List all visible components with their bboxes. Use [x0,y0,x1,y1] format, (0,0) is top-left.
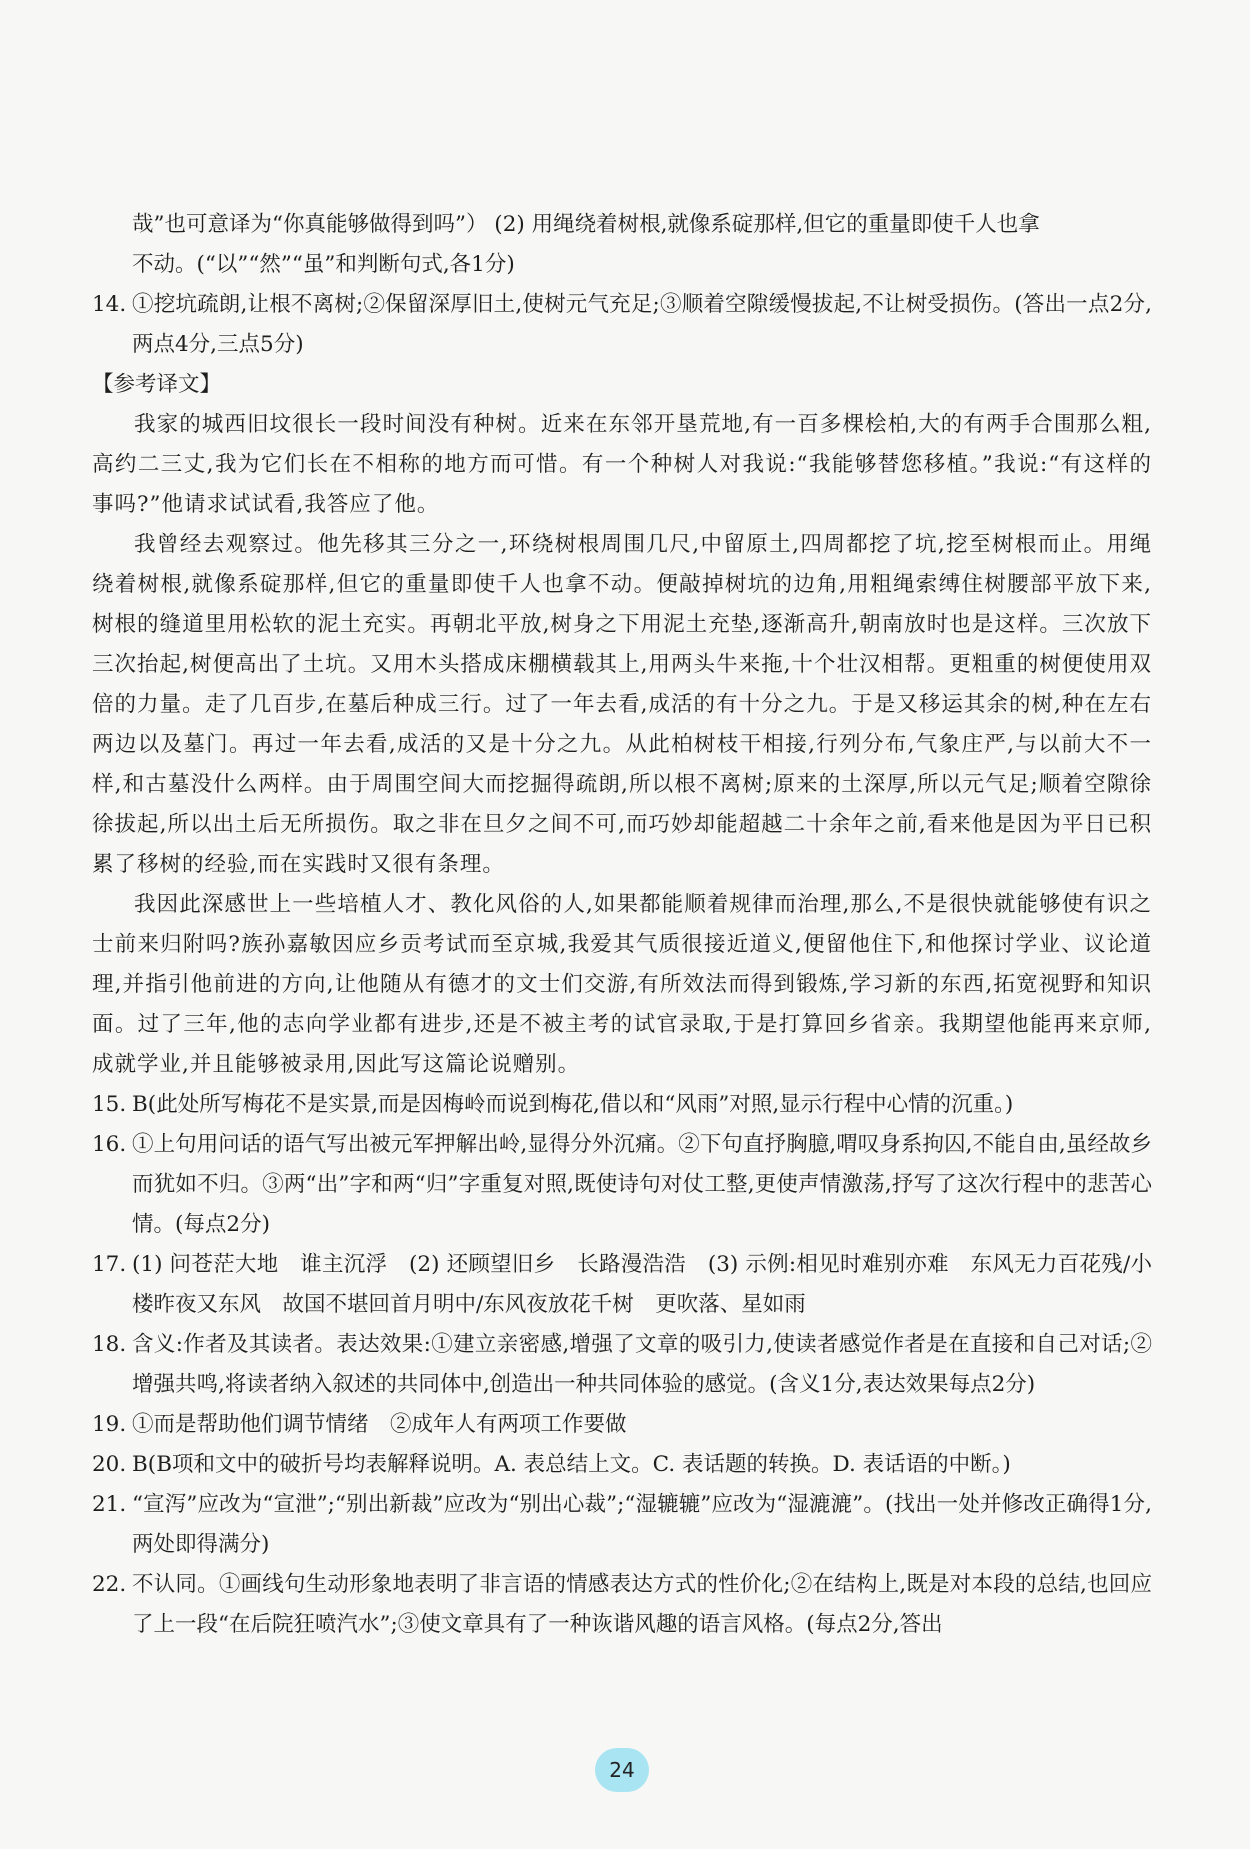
answer-content [92,205,1152,1645]
item-text: 不认同。①画线句生动形象地表明了非言语的情感表达方式的性价化;②在结构上,既是对本段的总结,也回应了上一段“在后院狂喷汽水”;③使文章具有了一种诙谐风趣的语言风格。(每点2分,答出 [132,1572,1152,1637]
answer-item-16 [92,1125,1152,1245]
translation-paragraph-3: 我因此深感世上一些培植人才、教化风俗的人,如果都能顺着规律而治理,那么,不是很快就能够使有识之士前来归附吗?族孙嘉敏因应乡贡考试而至京城,我爱其气质很接近道义,便留他住下,和他探讨学业、议论道理,并指引他前进的方向,让他随从有德才的文士们交游,有所效法而得到锻炼,学习新的东西,拓宽视野和知识面。过了三年,他的志向学业都有进步,还是不被主考的试官录取,于是打算回乡省亲。我期望他能再来京师,成就学业,并且能够被录用,因此写这篇论说赠别。 [92,892,1152,1077]
q13-continuation-line-1: 哉”也可意译为“你真能够做得到吗”） (2) 用绳绕着树根,就像系碇那样,但它的重量即使千人也拿 [132,212,1040,237]
answer-item-21 [92,1485,1152,1565]
reference-translation-heading: 【参考译文】 [92,372,222,397]
item-number: 17. [92,1252,127,1277]
answer-item-14 [92,285,1152,365]
item-number: 22. [92,1572,127,1597]
item-number: 20. [92,1452,127,1477]
item-number: 16. [92,1132,127,1157]
item-text: “宣泻”应改为“宣泄”;“别出新裁”应改为“别出心裁”;“湿辘辘”应改为“湿漉漉”。(找出一处并修改正确得1分,两处即得满分) [132,1492,1152,1557]
item-number: 18. [92,1332,127,1357]
page-number-badge: 24 [595,1748,649,1792]
translation-paragraph-2: 我曾经去观察过。他先移其三分之一,环绕树根周围几尺,中留原土,四周都挖了坑,挖至树根而止。用绳绕着树根,就像系碇那样,但它的重量即使千人也拿不动。便敲掉树坑的边角,用粗绳索缚住树腰部平放下来,树根的缝道里用松软的泥土充实。再朝北平放,树身之下用泥土充垫,逐渐高升,朝南放时也是这样。三次放下三次抬起,树便高出了土坑。又用木头搭成床棚横载其上,用两头牛来拖,十个壮汉相帮。更粗重的树便使用双倍的力量。走了几百步,在墓后种成三行。过了一年去看,成活的有十分之九。于是又移运其余的树,种在左右两边以及墓门。再过一年去看,成活的又是十分之九。从此柏树枝干相接,行列分布,气象庄严,与以前大不一样,和古墓没什么两样。由于周围空间大而挖掘得疏朗,所以根不离树;原来的土深厚,所以元气足;顺着空隙徐徐拔起,所以出土后无所损伤。取之非在旦夕之间不可,而巧妙却能超越二十余年之前,看来他是因为平日已积累了移树的经验,而在实践时又很有条理。 [92,532,1152,877]
answer-item-20 [92,1445,1152,1485]
item-number: 19. [92,1412,127,1437]
item-number: 15. [92,1092,127,1117]
item-number: 14. [92,292,127,317]
answer-item-15 [92,1085,1152,1125]
item-text: B(此处所写梅花不是实景,而是因梅岭而说到梅花,借以和“风雨”对照,显示行程中心情的沉重。) [132,1092,1014,1117]
answer-item-22 [92,1565,1152,1645]
item-text: ①上句用问话的语气写出被元军押解出岭,显得分外沉痛。②下句直抒胸臆,喟叹身系拘囚,不能自由,虽经故乡而犹如不归。③两“出”字和两“归”字重复对照,既使诗句对仗工整,更使声情激荡,抒写了这次行程中的悲苦心情。(每点2分) [132,1132,1152,1237]
item-text: (1) 问苍茫大地 谁主沉浮 (2) 还顾望旧乡 长路漫浩浩 (3) 示例:相见时难别亦难 东风无力百花残/小楼昨夜又东风 故国不堪回首月明中/东风夜放花千树 更吹落、星如雨 [132,1252,1152,1317]
item-number: 21. [92,1492,127,1517]
item-text: 含义:作者及其读者。表达效果:①建立亲密感,增强了文章的吸引力,使读者感觉作者是在直接和自己对话;②增强共鸣,将读者纳入叙述的共同体中,创造出一种共同体验的感觉。(含义1分,表达效果每点2分) [132,1332,1152,1397]
item-text: ①挖坑疏朗,让根不离树;②保留深厚旧土,使树元气充足;③顺着空隙缓慢拔起,不让树受损伤。(答出一点2分,两点4分,三点5分) [132,292,1152,357]
item-text: ①而是帮助他们调节情绪 ②成年人有两项工作要做 [132,1412,627,1437]
answer-item-19 [92,1405,1152,1445]
answer-item-18 [92,1325,1152,1405]
q13-continuation-line-2: 不动。(“以”“然”“虽”和判断句式,各1分) [132,252,515,277]
translation-paragraph-1: 我家的城西旧坟很长一段时间没有种树。近来在东邻开垦荒地,有一百多棵桧柏,大的有两手合围那么粗,高约二三丈,我为它们长在不相称的地方而可惜。有一个种树人对我说:“我能够替您移植。”我说:“有这样的事吗?”他请求试试看,我答应了他。 [92,412,1152,517]
item-text: B(B项和文中的破折号均表解释说明。A. 表总结上文。C. 表话题的转换。D. 表话语的中断。) [132,1452,1011,1477]
answer-item-17 [92,1245,1152,1325]
